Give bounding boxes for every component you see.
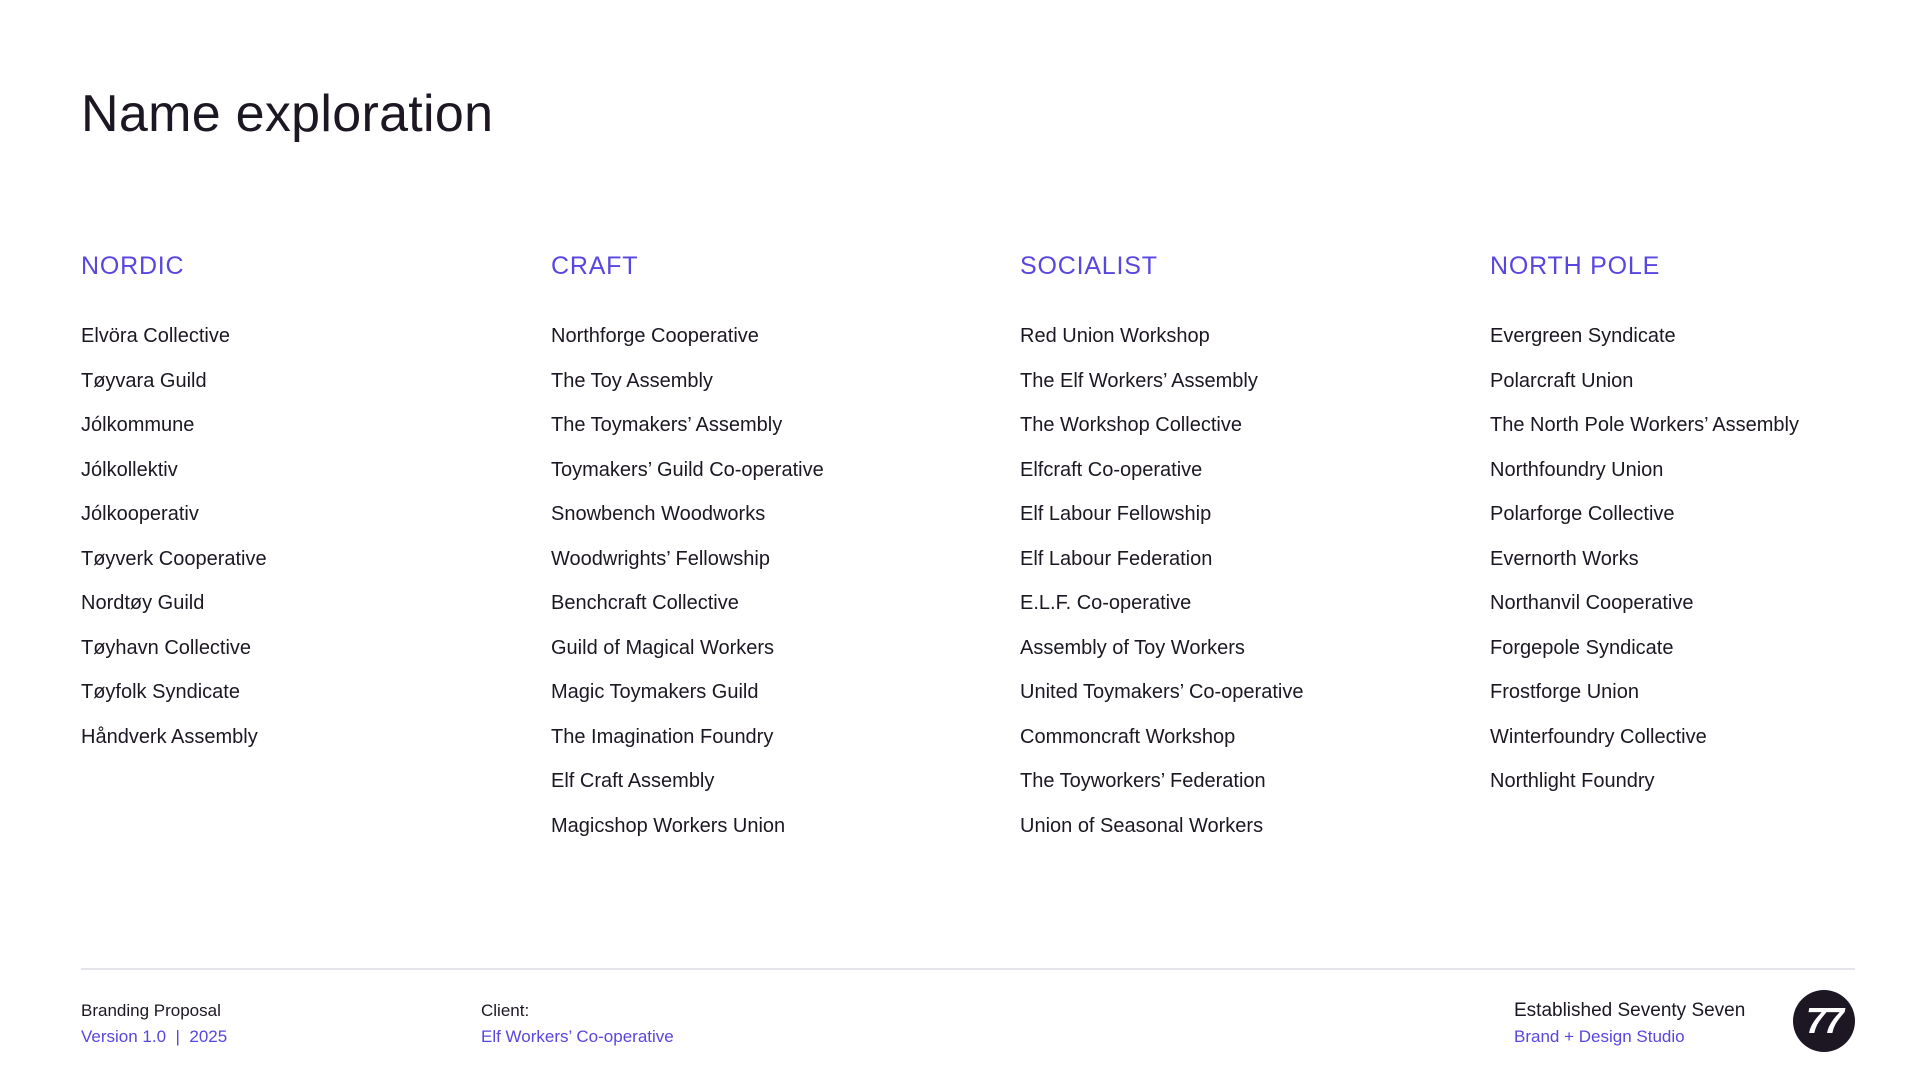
category-column-nordic <box>81 248 541 748</box>
name-option: Magic Toymakers Guild <box>551 681 759 703</box>
name-option: Jólkooperativ <box>81 503 199 525</box>
category-column-socialist <box>1020 248 1480 837</box>
name-option: United Toymakers’ Co-operative <box>1020 681 1304 703</box>
name-option: Northanvil Cooperative <box>1490 592 1694 614</box>
name-option: Northfoundry Union <box>1490 458 1664 481</box>
category-heading: CRAFT <box>551 252 639 280</box>
name-option: Jólkollektiv <box>81 458 178 481</box>
page-title: Name exploration <box>81 85 494 143</box>
name-option: The Toy Assembly <box>551 369 713 392</box>
name-option: Elf Labour Fellowship <box>1020 503 1212 525</box>
name-option: Elf Labour Federation <box>1020 547 1213 570</box>
category-heading: NORTH POLE <box>1490 252 1661 280</box>
name-option: Tøyverk Cooperative <box>81 547 267 570</box>
name-option: Tøyfolk Syndicate <box>81 681 240 703</box>
footer-studio-info <box>1514 998 1745 1050</box>
name-option: Northlight Foundry <box>1490 770 1655 792</box>
name-option: Union of Seasonal Workers <box>1020 814 1264 837</box>
name-list <box>81 320 267 765</box>
name-option: Forgepole Syndicate <box>1490 636 1674 659</box>
category-heading: NORDIC <box>81 252 185 280</box>
name-option: Northforge Cooperative <box>551 325 759 347</box>
name-option: Frostforge Union <box>1490 681 1639 703</box>
name-option: Tøyhavn Collective <box>81 636 252 659</box>
studio-logo: 77 <box>1793 990 1855 1052</box>
footer-divider <box>81 968 1855 970</box>
name-option: Elfcraft Co-operative <box>1020 458 1203 481</box>
client-name: Elf Workers’ Co-operative <box>481 1027 674 1046</box>
name-option: Assembly of Toy Workers <box>1020 636 1245 659</box>
name-option: Evergreen Syndicate <box>1490 325 1676 347</box>
name-option: Toymakers’ Guild Co-operative <box>551 458 824 481</box>
name-option: Evernorth Works <box>1490 547 1639 570</box>
name-option: Guild of Magical Workers <box>551 636 775 659</box>
name-option: Commoncraft Workshop <box>1020 725 1236 748</box>
name-option: Polarcraft Union <box>1490 369 1634 392</box>
name-option: The Imagination Foundry <box>551 725 774 748</box>
footer-document-info <box>81 998 227 1050</box>
document-type: Branding Proposal <box>81 1001 221 1020</box>
name-list <box>1020 320 1303 854</box>
name-option: E.L.F. Co-operative <box>1020 592 1192 614</box>
name-option: Woodwrights’ Fellowship <box>551 547 770 570</box>
name-option: The Toyworkers’ Federation <box>1020 770 1266 792</box>
name-option: Jólkommune <box>81 414 195 436</box>
category-column-north-pole <box>1490 248 1920 792</box>
name-option: Magicshop Workers Union <box>551 814 786 837</box>
category-column-craft <box>551 248 1011 837</box>
name-list <box>1490 320 1799 810</box>
name-option: Winterfoundry Collective <box>1490 725 1707 748</box>
footer-client-info <box>481 998 674 1050</box>
name-option: The North Pole Workers’ Assembly <box>1490 414 1799 436</box>
name-option: Elf Craft Assembly <box>551 770 715 792</box>
document-version: Version 1.0 | 2025 <box>81 1027 228 1046</box>
client-label: Client: <box>481 1001 530 1020</box>
name-list <box>551 320 824 854</box>
name-option: Polarforge Collective <box>1490 503 1675 525</box>
name-option: Benchcraft Collective <box>551 592 739 614</box>
studio-name: Established Seventy Seven <box>1514 1000 1746 1021</box>
name-option: Red Union Workshop <box>1020 325 1210 347</box>
studio-tagline: Brand + Design Studio <box>1514 1027 1685 1046</box>
name-option: Håndverk Assembly <box>81 725 258 748</box>
category-heading: SOCIALIST <box>1020 252 1158 280</box>
name-option: The Elf Workers’ Assembly <box>1020 369 1258 392</box>
name-option: Nordtøy Guild <box>81 592 205 614</box>
name-option: Tøyvara Guild <box>81 369 207 392</box>
name-columns <box>81 248 1861 868</box>
name-option: The Toymakers’ Assembly <box>551 414 783 436</box>
name-option: Elvöra Collective <box>81 325 230 347</box>
name-option: Snowbench Woodworks <box>551 503 766 525</box>
name-option: The Workshop Collective <box>1020 414 1242 436</box>
